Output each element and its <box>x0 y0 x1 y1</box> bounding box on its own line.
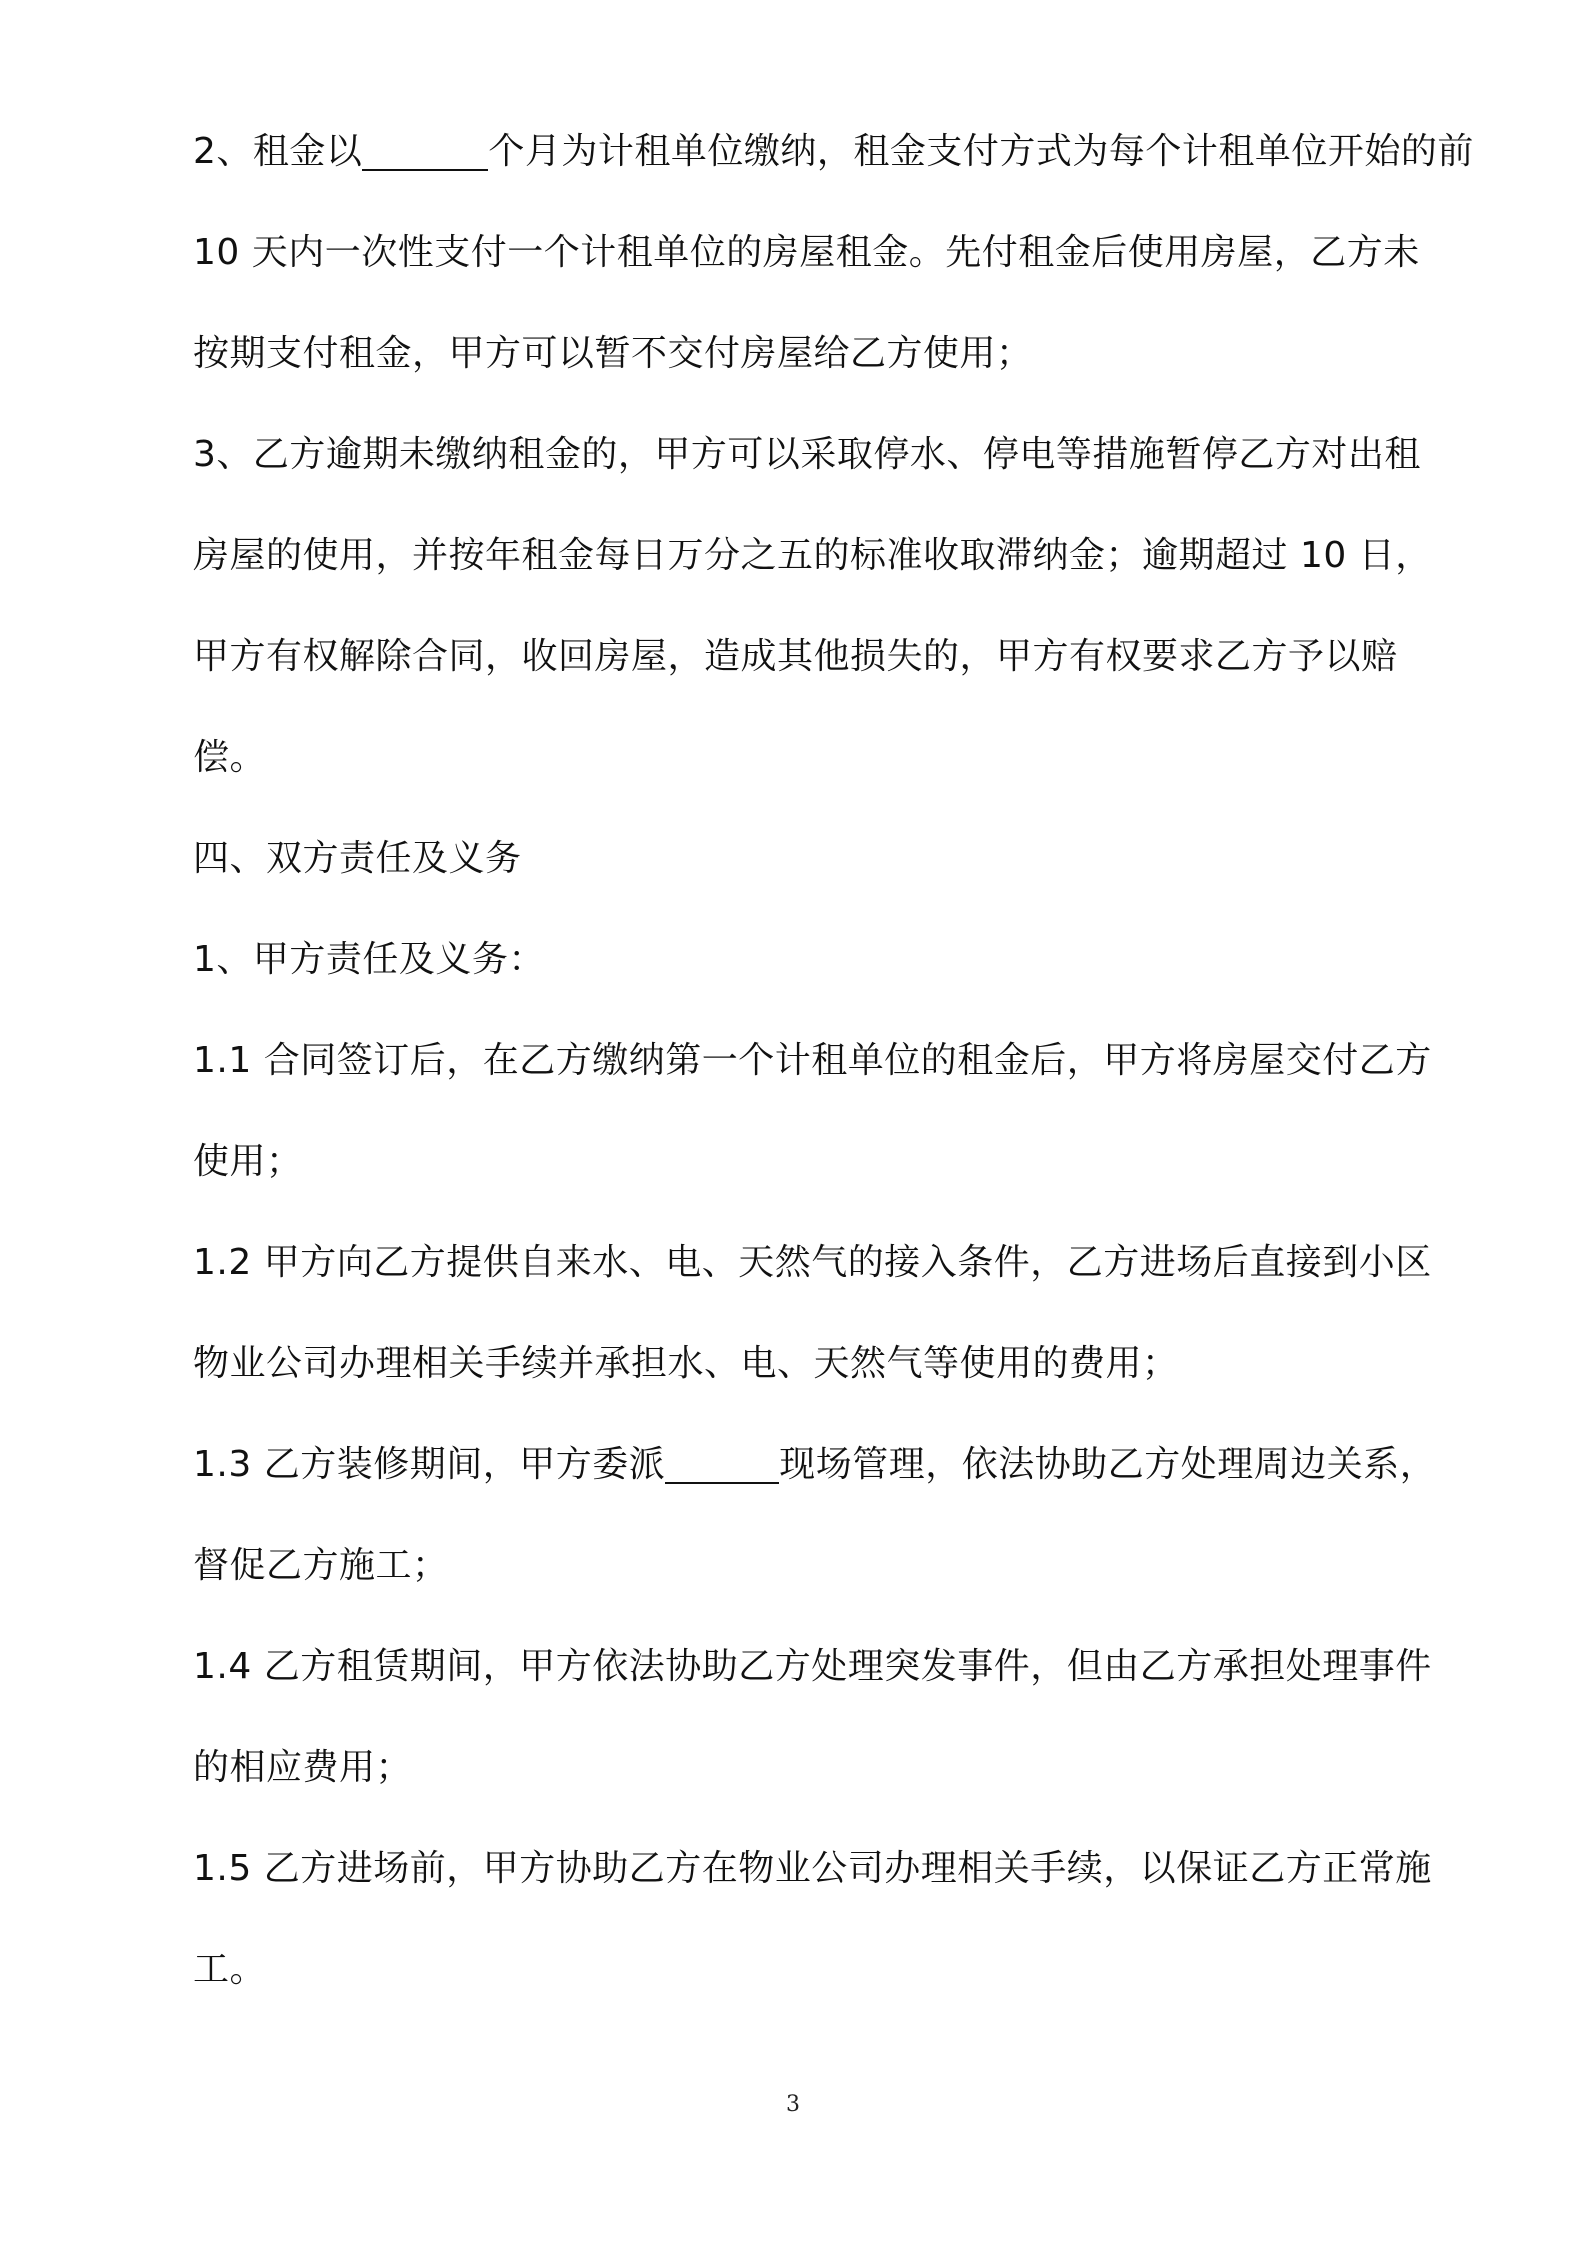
text-line: 按期支付租金，甲方可以暂不交付房屋给乙方使用； <box>193 333 1033 374</box>
rent-unit-suffix: 个月为计租单位缴纳，租金支付方式为每个计租单位开始的前 <box>488 131 1474 172</box>
delegate-prefix: 1.3 乙方装修期间，甲方委派 <box>193 1444 666 1485</box>
text-line: 甲方有权解除合同，收回房屋，造成其他损失的，甲方有权要求乙方予以赔 <box>193 636 1398 677</box>
delegate-blank <box>665 1446 779 1484</box>
delegate-suffix: 现场管理，依法协助乙方处理周边关系， <box>779 1444 1437 1485</box>
text-line: 3、乙方逾期未缴纳租金的，甲方可以采取停水、停电等措施暂停乙方对出租 <box>193 434 1421 475</box>
text-line: 1.1 合同签订后，在乙方缴纳第一个计租单位的租金后，甲方将房屋交付乙方 <box>193 1040 1432 1081</box>
text-line: 1.2 甲方向乙方提供自来水、电、天然气的接入条件，乙方进场后直接到小区 <box>193 1242 1432 1283</box>
text-line: 10 天内一次性支付一个计租单位的房屋租金。先付租金后使用房屋，乙方未 <box>193 232 1420 273</box>
text-line: 物业公司办理相关手续并承担水、电、天然气等使用的费用； <box>193 1343 1179 1384</box>
text-line: 1.4 乙方租赁期间，甲方依法协助乙方处理突发事件，但由乙方承担处理事件 <box>193 1646 1432 1687</box>
subsection-heading: 1、甲方责任及义务： <box>193 939 545 980</box>
text-line: 1.5 乙方进场前，甲方协助乙方在物业公司办理相关手续，以保证乙方正常施 <box>193 1848 1432 1889</box>
text-line: 使用； <box>193 1141 303 1182</box>
page-number: 3 <box>786 2092 800 2117</box>
text-line: 工。 <box>193 1949 267 1990</box>
text-line: 督促乙方施工； <box>193 1545 449 1586</box>
text-line: 的相应费用； <box>193 1747 413 1788</box>
text-line: 房屋的使用，并按年租金每日万分之五的标准收取滞纳金；逾期超过 10 日， <box>193 535 1432 576</box>
text-line-delegate <box>193 1441 1453 1489</box>
text-line-rent-unit <box>193 128 1474 176</box>
text-line: 偿。 <box>193 737 267 778</box>
rent-unit-blank <box>362 133 488 171</box>
rent-unit-prefix: 2、租金以 <box>193 131 363 172</box>
section-heading: 四、双方责任及义务 <box>193 838 522 879</box>
